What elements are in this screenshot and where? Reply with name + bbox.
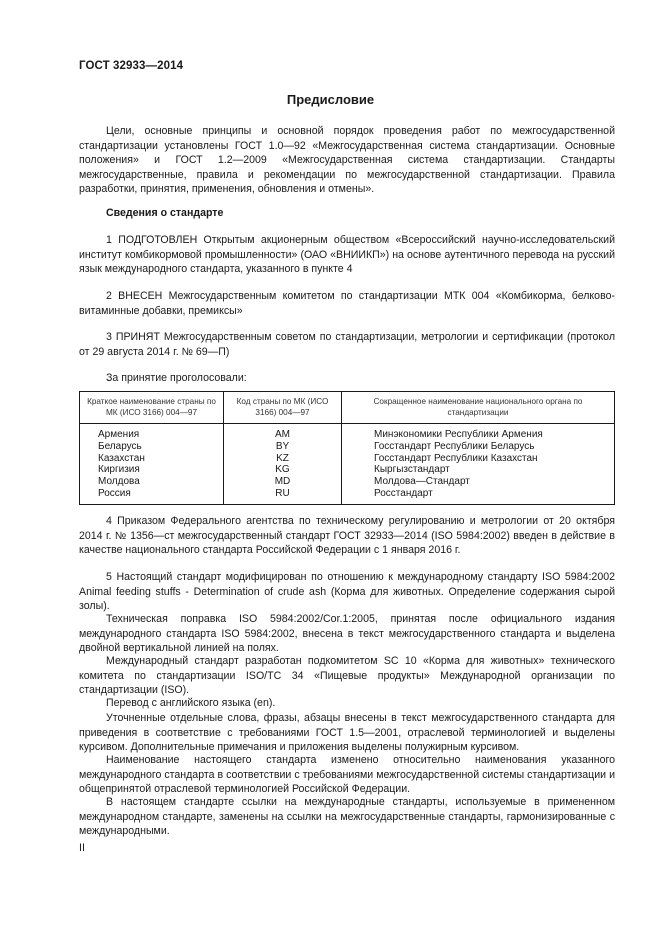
item-5-paragraph: 5 Настоящий стандарт модифицирован по отношению к международному стандарту ISO 5984:2002 Animal feeding stuffs - Determination of crude ash (Корма для животных. Определение содержания сырой золы). bbox=[79, 571, 615, 613]
cell-code: KG bbox=[224, 464, 342, 476]
intro-paragraph: Цели, основные принципы и основной порядок проведения работ по межгосударственной стандартизации установлены ГОСТ 1.0—92 «Межгосударственная система стандартизации. Основные положения» и ГОСТ 1.2—2009 «Межгосударственная система стандартизации. Стандарты межгосударственные, правила и рекомендации по межгосударственной стандартизации. Правила разработки, принятия, применения, обновления и отмены». bbox=[79, 125, 615, 196]
header-country-code: Код страны по МК (ИСО 3166) 004—97 bbox=[224, 392, 342, 424]
item-1-paragraph: 1 ПОДГОТОВЛЕН Открытым акционерным обществом «Всероссийский научно-исследовательский институт комбикормовой промышленности» (ОАО «ВНИИКП») на основе аутентичного перевода на русский язык международного стандарта, указанного в пункте 4 bbox=[79, 234, 615, 276]
cell-code: KZ bbox=[224, 453, 342, 465]
cell-country: Казахстан bbox=[80, 453, 224, 465]
cell-country: Россия bbox=[80, 488, 224, 504]
cell-body: Госстандарт Республики Беларусь bbox=[342, 441, 615, 453]
table-row bbox=[80, 488, 615, 504]
header-standards-body: Сокращенное наименование национального органа по стандартизации bbox=[342, 392, 615, 424]
info-heading: Сведения о стандарте bbox=[106, 207, 224, 219]
document-code-header: ГОСТ 32933—2014 bbox=[79, 60, 184, 72]
item-5-correction-paragraph: Техническая поправка ISO 5984:2002/Cor.1:2005, принятая после официального издания международного стандарта ISO 5984:2002, внесена в текст межгосударственного стандарта и выделена двойной вертикальной линией на полях. bbox=[79, 613, 615, 655]
table-row bbox=[80, 424, 615, 441]
header-country-name: Краткое наименование страны по МК (ИСО 3166) 004—97 bbox=[80, 392, 224, 424]
cell-code: BY bbox=[224, 441, 342, 453]
item-5-title-change-paragraph: Наименование настоящего стандарта изменено относительно наименования указанного международного стандарта в соответствии с требованиями межгосударственной системы стандартизации и общепринятой отраслевой терминологией Российской Федерации. bbox=[79, 754, 615, 796]
cell-code: AM bbox=[224, 424, 342, 441]
item-5-subcommittee-paragraph: Международный стандарт разработан подкомитетом SC 10 «Корма для животных» технического комитета по стандартизации ISO/TC 34 «Пищевые продукты» Международной организации по стандартизации (ISO). bbox=[79, 655, 615, 697]
item-5-clarifications-paragraph: Уточненные отдельные слова, фразы, абзацы внесены в текст межгосударственного стандарта для приведения в соответствие с требованиями ГОСТ 1.5—2001, отраслевой терминологией и выделены курсивом. Дополнительные примечания и приложения выделены полужирным курсивом. bbox=[79, 712, 615, 754]
item-4-paragraph: 4 Приказом Федерального агентства по техническому регулированию и метрологии от 20 октября 2014 г. № 1356—ст межгосударственный стандарт ГОСТ 32933—2014 (ISO 5984:2002) введен в действие в качестве национального стандарта Российской Федерации с 1 января 2016 г. bbox=[79, 515, 615, 557]
member-states-table bbox=[79, 391, 615, 505]
cell-body: Минэкономики Республики Армения bbox=[342, 424, 615, 441]
table-row bbox=[80, 464, 615, 476]
cell-code: RU bbox=[224, 488, 342, 504]
page-title: Предисловие bbox=[286, 92, 375, 107]
table-row bbox=[80, 441, 615, 453]
item-5-references-paragraph: В настоящем стандарте ссылки на международные стандарты, используемые в примененном международном стандарте, заменены на ссылки на межгосударственные стандарты, гармонизированные с международными. bbox=[79, 796, 615, 838]
cell-country: Армения bbox=[80, 424, 224, 441]
page-number: II bbox=[79, 842, 85, 854]
voted-label: За принятие проголосовали: bbox=[106, 372, 247, 384]
item-3-paragraph: 3 ПРИНЯТ Межгосударственным советом по стандартизации, метрологии и сертификации (протокол от 29 августа 2014 г. № 69—П) bbox=[79, 331, 615, 358]
cell-body: Молдова—Стандарт bbox=[342, 476, 615, 488]
item-2-paragraph: 2 ВНЕСЕН Межгосударственным комитетом по стандартизации МТК 004 «Комбикорма, белково-витаминные добавки, премиксы» bbox=[79, 290, 615, 317]
cell-country: Киргизия bbox=[80, 464, 224, 476]
item-5-translation-paragraph: Перевод с английского языка (en). bbox=[106, 697, 276, 709]
table-row bbox=[80, 476, 615, 488]
cell-body: Росстандарт bbox=[342, 488, 615, 504]
cell-code: MD bbox=[224, 476, 342, 488]
table-row bbox=[80, 453, 615, 465]
cell-country: Молдова bbox=[80, 476, 224, 488]
cell-body: Госстандарт Республики Казахстан bbox=[342, 453, 615, 465]
cell-body: Кыргызстандарт bbox=[342, 464, 615, 476]
table-header-row bbox=[80, 392, 615, 424]
cell-country: Беларусь bbox=[80, 441, 224, 453]
